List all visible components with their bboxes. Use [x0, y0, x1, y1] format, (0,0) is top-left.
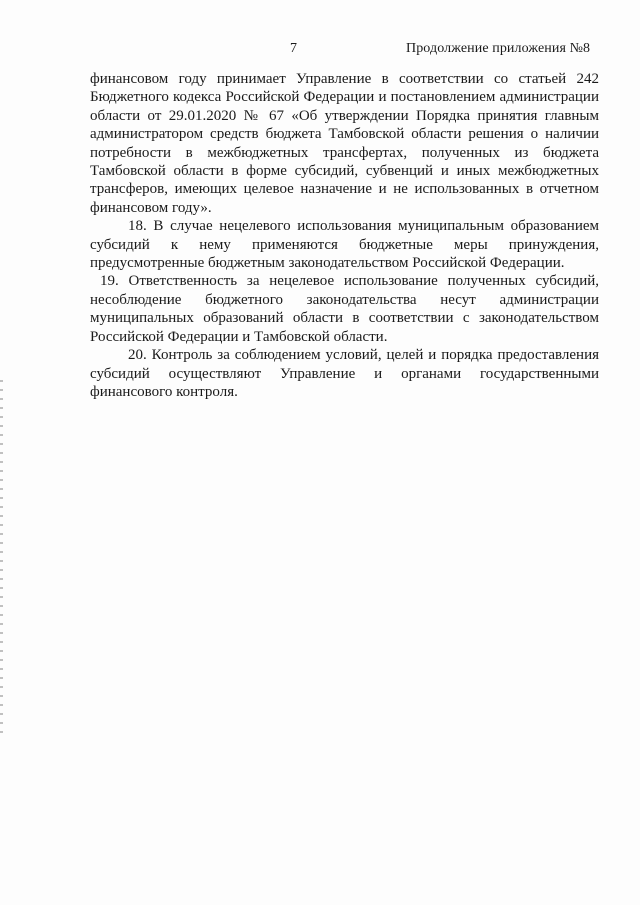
paragraph-continuation: финансовом году принимает Управление в соответствии со статьей 242 Бюджетного кодекса Российской Федерации и постановлением администрации области от 29.01.2020 № 67 «Об утверждении Порядка принятия главным администратором средств бюджета Тамбовской области решения о наличии потребности в межбюджетных трансфертах, полученных из бюджета Тамбовской области в форме субсидий, субвенций и иных межбюджетных трансферов, имеющих целевое назначение и не использованных в отчетном финансовом году». — [90, 71, 599, 216]
document-body — [90, 70, 599, 401]
paragraph-item-19: 19. Ответственность за нецелевое использование полученных субсидий, несоблюдение бюджетного законодательства несут администрации муниципальных образований области в соответствии с законодательством Российской Федерации и Тамбовской области. — [90, 273, 599, 345]
page-number: 7 — [290, 41, 297, 56]
appendix-label: Продолжение приложения №8 — [406, 41, 591, 56]
paragraph-item-18: 18. В случае нецелевого использования муниципальным образованием субсидий к нему применяются бюджетные меры принуждения, предусмотренные бюджетным законодательством Российской Федерации. — [90, 218, 599, 272]
scan-edge-marks — [0, 380, 3, 740]
paragraph-item-20: 20. Контроль за соблюдением условий, целей и порядка предоставления субсидий осуществляют Управление и органами государственными финансового контроля. — [90, 347, 599, 400]
